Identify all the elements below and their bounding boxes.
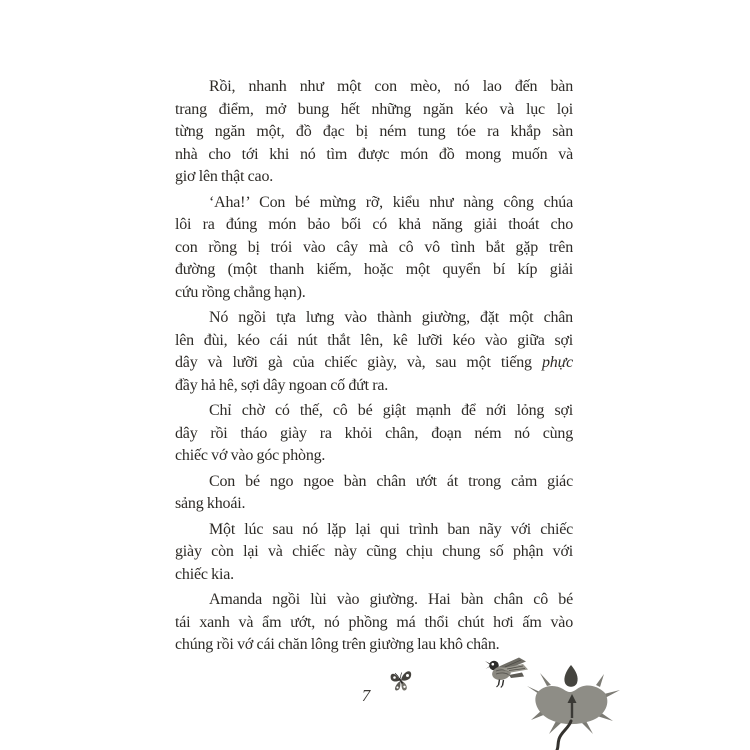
text-line: cứu rồng chẳng hạn). (175, 283, 306, 301)
text-line: từng ngăn một, đồ đạc bị ném tung tóe ra khắp sàn (175, 123, 573, 140)
text-line: chiếc vớ vào góc phòng. (175, 447, 326, 464)
text-line: Nó ngồi tựa lưng vào thành giường, đặt một chân (209, 309, 573, 326)
text-line: giày còn lại và chiếc này cũng chịu chung số phận với (175, 543, 573, 560)
paragraph (175, 307, 573, 397)
text-line: trang điểm, mở bung hết những ngăn kéo và lục lọi (175, 100, 573, 118)
paragraph (175, 471, 573, 516)
text-line: chúng rồi vớ cái chăn lông trên giường lau khô chân. (175, 636, 500, 653)
paragraph (175, 400, 573, 468)
text-line: Rồi, nhanh như một con mèo, nó lao đến bàn (209, 78, 573, 95)
text-line: con rồng bị trói vào cây mà cô vô tình bắt gặp trên (175, 238, 573, 256)
text-line: Chỉ chờ có thế, cô bé giật mạnh để nới lỏng sợi (209, 402, 573, 419)
page-number: 7 (361, 686, 371, 705)
text-line: giơ lên thật cao. (175, 168, 274, 185)
text-line: Amanda ngồi lùi vào giường. Hai bàn chân cô bé (209, 591, 573, 608)
paragraph (175, 192, 573, 305)
text-line: ‘Aha!’ Con bé mừng rỡ, kiểu như nàng công chúa (209, 193, 573, 211)
text-line: dây rồi tháo giày ra khỏi chân, đoạn ném nó cùng (175, 424, 573, 442)
bird-icon (485, 656, 529, 693)
text-line: lên đùi, kéo cái nút thắt lên, kê lưỡi kéo vào giữa sợi (175, 331, 573, 349)
text-line: dây và lưỡi gà của chiếc giày, và, sau một tiếng phực (175, 354, 573, 371)
butterfly-icon (389, 667, 414, 696)
text-line: tái xanh và ẩm ướt, nó phồng má thổi chút hơi ấm vào (175, 613, 573, 631)
paragraph (175, 589, 573, 657)
text-line: chiếc kia. (175, 565, 234, 583)
text-line: lôi ra đúng món bảo bối có khả năng giải thoát cho (175, 216, 573, 233)
paragraph (175, 76, 573, 189)
thorny-flower-icon (527, 665, 622, 750)
text-line: đường (một thanh kiếm, hoặc một quyển bí kíp giải (175, 261, 573, 278)
text-line: sảng khoái. (175, 495, 246, 512)
text-line: đầy hả hê, sợi dây ngoan cố đứt ra. (175, 376, 389, 394)
text-block (175, 76, 573, 660)
text-line: Con bé ngo ngoe bàn chân ướt át trong cảm giác (209, 472, 573, 490)
paragraph (175, 519, 573, 587)
text-line: nhà cho tới khi nó tìm được món đồ mong muốn và (175, 145, 573, 163)
text-line: Một lúc sau nó lặp lại qui trình ban nãy với chiếc (209, 520, 573, 538)
